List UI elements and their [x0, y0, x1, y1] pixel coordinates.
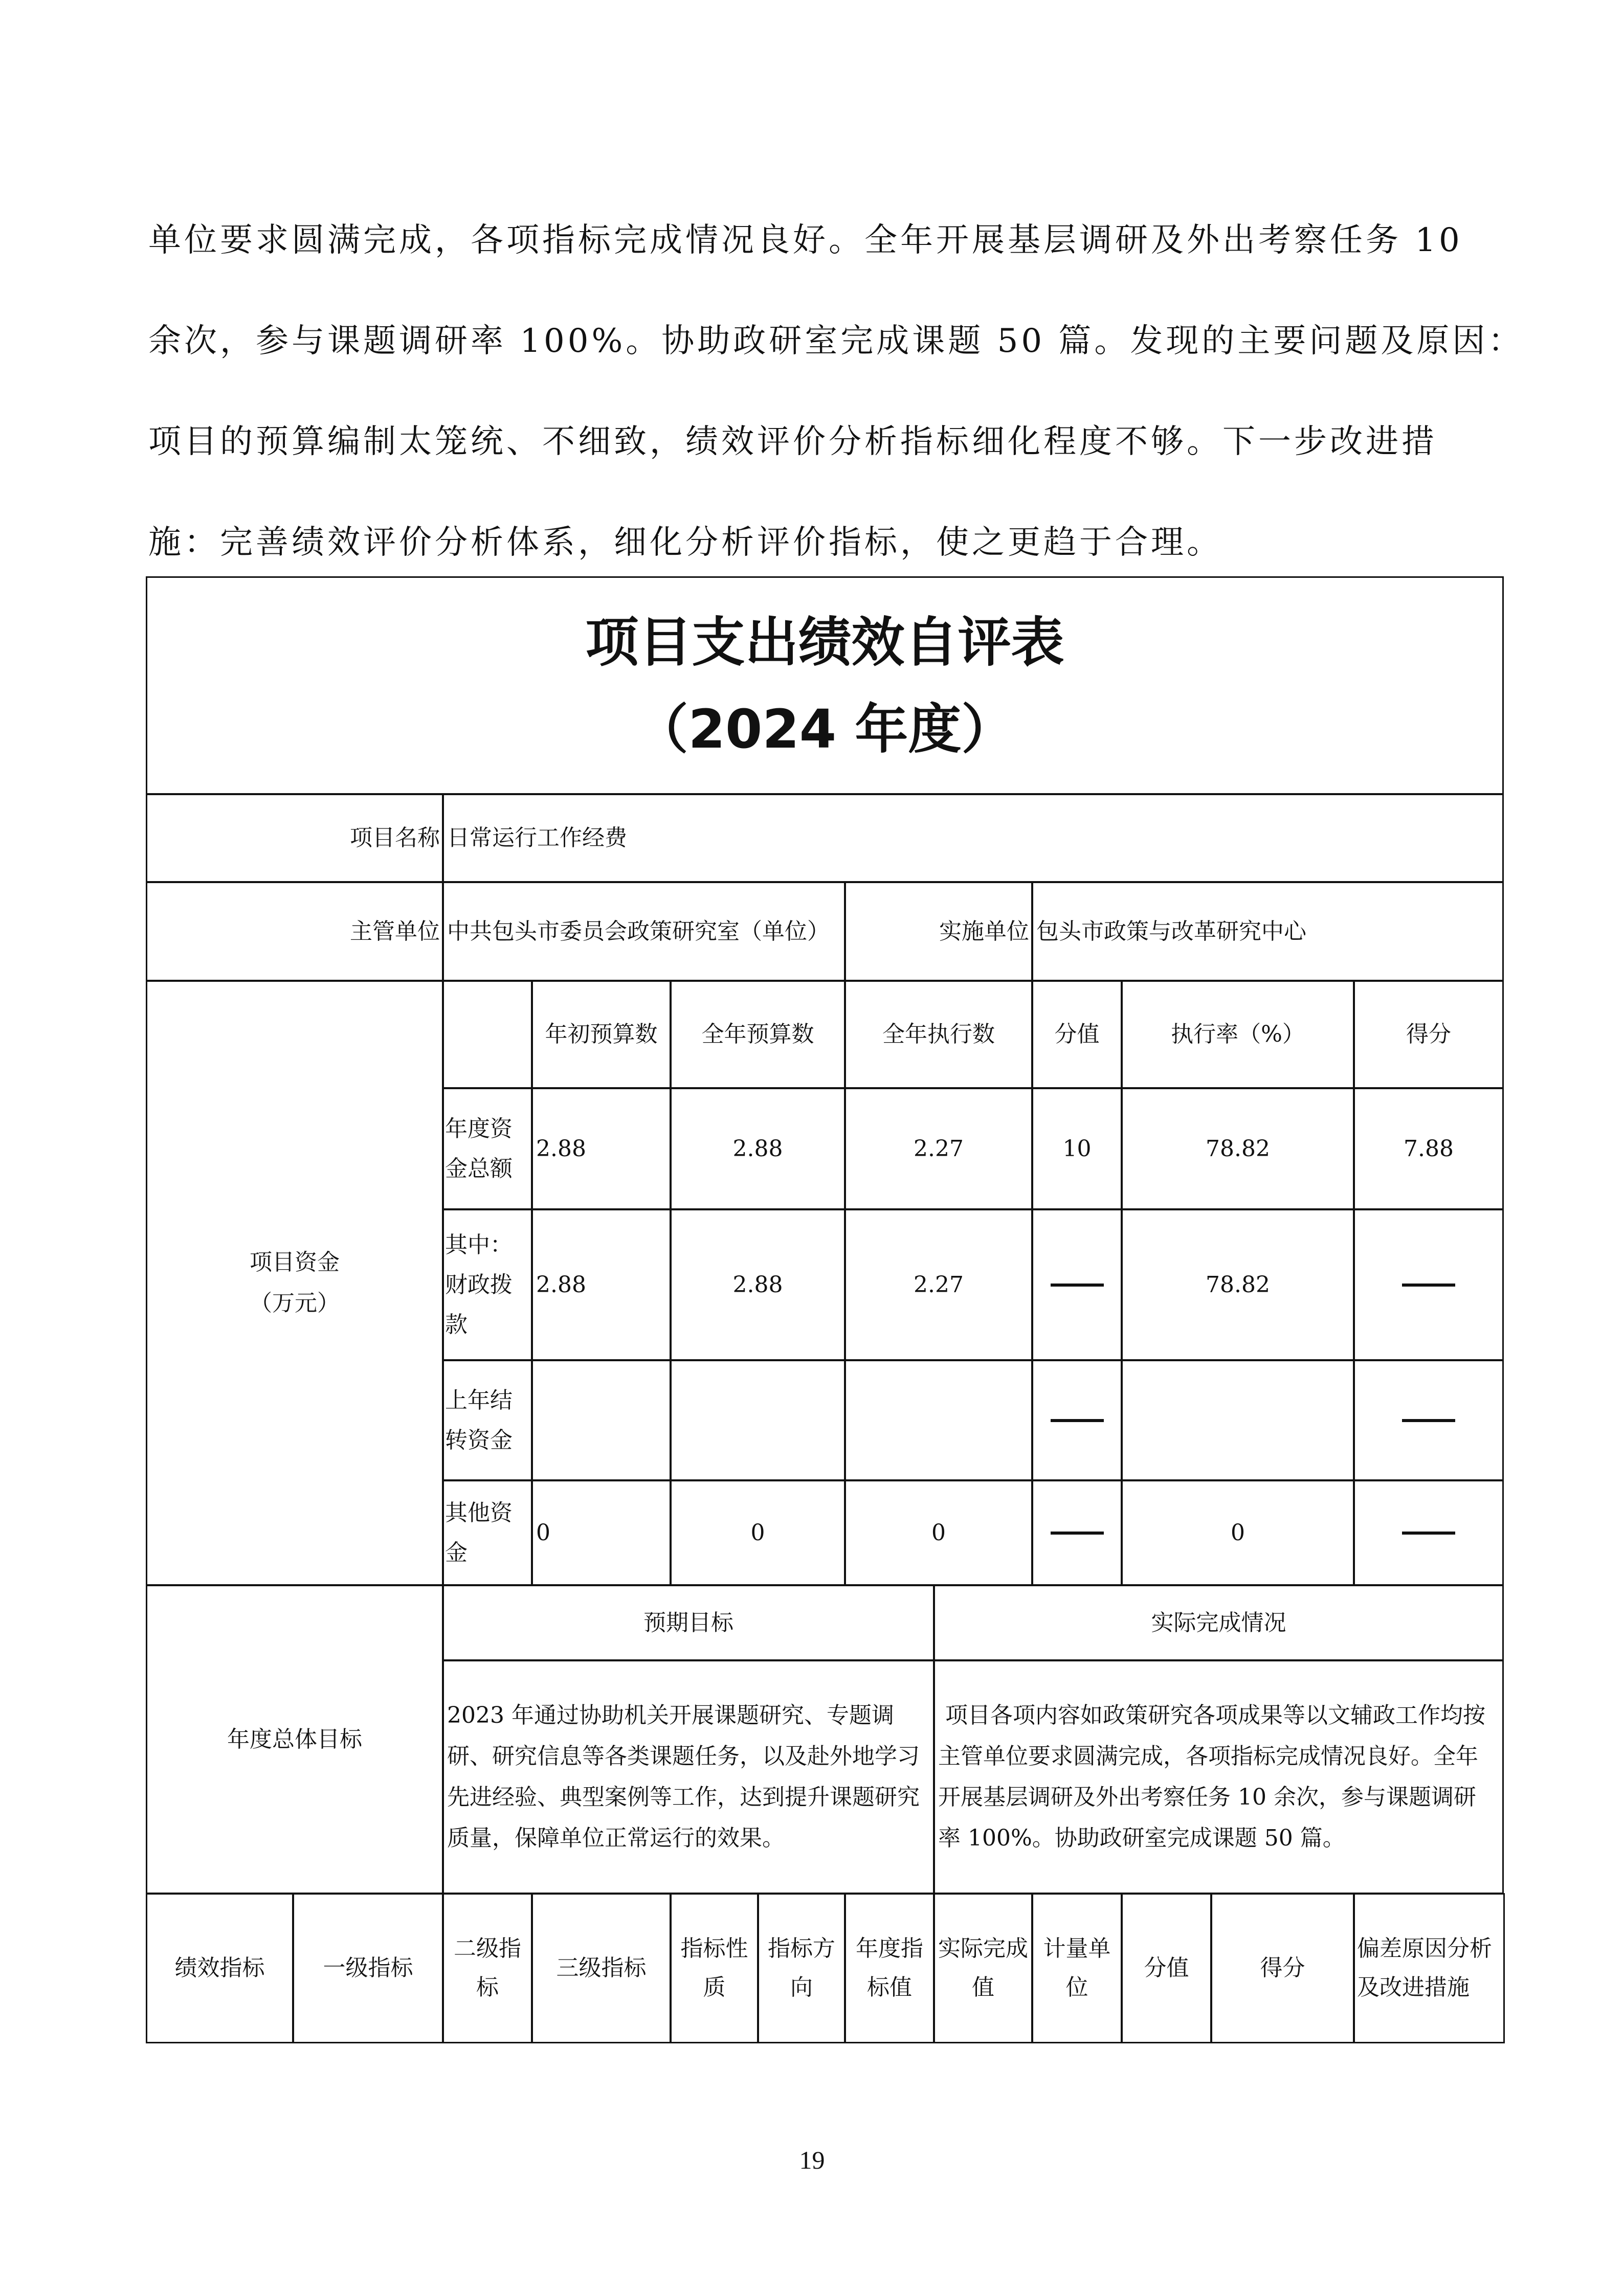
fund-cell	[531, 1360, 671, 1481]
supervisor-value: 中共包头市委员会政策研究室（单位）	[442, 882, 846, 981]
indicator-header: 得分	[1211, 1893, 1354, 2043]
fund-cell: 78.82	[1121, 1209, 1354, 1361]
fund-cell: 2.27	[844, 1088, 1033, 1210]
indicator-header: 一级指标	[293, 1893, 443, 2043]
funds-header: 全年执行数	[844, 980, 1033, 1089]
paragraph-line: 余次，参与课题调研率 100%。协助政研室完成课题 50 篇。发现的主要问题及原因：	[148, 322, 1524, 360]
indicator-header: 指标性质	[670, 1893, 759, 2043]
fund-cell: 78.82	[1121, 1088, 1354, 1210]
table-title: 项目支出绩效自评表	[585, 611, 1064, 673]
table-subtitle: （2024 年度）	[635, 697, 1015, 760]
actual-completion-header: 实际完成情况	[933, 1585, 1504, 1661]
indicator-header: 三级指标	[531, 1893, 671, 2043]
fund-cell: 2.88	[670, 1209, 846, 1361]
fund-cell: 10	[1032, 1088, 1122, 1210]
fund-cell	[1353, 1360, 1504, 1481]
expected-goal-header: 预期目标	[442, 1585, 935, 1661]
funds-label-cell	[146, 980, 443, 1586]
fund-cell: 0	[1121, 1480, 1354, 1586]
expected-goal-text: 2023 年通过协助机关开展课题研究、专题调研、研究信息等各类课题任务，以及赴外地学习先进经验、典型案例等工作，达到提升课题研究质量，保障单位正常运行的效果。	[442, 1660, 935, 1894]
dash-mark	[1402, 1532, 1455, 1535]
fund-row-label: 上年结转资金	[442, 1360, 532, 1481]
indicator-header: 实际完成值	[933, 1893, 1033, 2043]
supervisor-label: 主管单位	[146, 882, 443, 981]
fund-cell	[1032, 1360, 1122, 1481]
indicator-header: 指标方向	[758, 1893, 846, 2043]
fund-cell	[1032, 1209, 1122, 1361]
indicator-header: 年度指标值	[844, 1893, 935, 2043]
dash-mark	[1051, 1419, 1104, 1422]
funds-header: 分值	[1032, 980, 1122, 1089]
funds-header: 年初预算数	[531, 980, 671, 1089]
fund-cell	[844, 1360, 1033, 1481]
fund-row-label: 其中：财政拨款	[442, 1209, 532, 1361]
fund-cell: 2.27	[844, 1209, 1033, 1361]
funds-label: 项目资金	[250, 1249, 340, 1275]
indicator-header: 计量单位	[1032, 1893, 1122, 2043]
indicator-header: 二级指标	[442, 1893, 532, 2043]
fund-cell: 0	[844, 1480, 1033, 1586]
project-name-value: 日常运行工作经费	[442, 794, 1504, 883]
fund-cell	[1353, 1480, 1504, 1586]
table-title-cell	[146, 576, 1504, 795]
paragraph-line: 单位要求圆满完成，各项指标完成情况良好。全年开展基层调研及外出考察任务 10	[148, 221, 1463, 259]
indicator-header: 分值	[1121, 1893, 1212, 2043]
paragraph-line: 项目的预算编制太笼统、不细致，绩效评价分析指标细化程度不够。下一步改进措	[148, 423, 1437, 461]
dash-mark	[1402, 1419, 1455, 1422]
fund-cell	[1032, 1480, 1122, 1586]
intro-paragraph	[148, 190, 1524, 593]
fund-cell: 7.88	[1353, 1088, 1504, 1210]
fund-cell: 0	[531, 1480, 671, 1586]
indicator-header: 偏差原因分析及改进措施	[1353, 1893, 1505, 2043]
funds-header: 全年预算数	[670, 980, 846, 1089]
fund-cell	[670, 1360, 846, 1481]
implementer-label: 实施单位	[844, 882, 1033, 981]
paragraph-line: 施：完善绩效评价分析体系，细化分析评价指标，使之更趋于合理。	[148, 524, 1222, 561]
implementer-value: 包头市政策与改革研究中心	[1032, 882, 1504, 981]
funds-header: 得分	[1353, 980, 1504, 1089]
fund-cell: 2.88	[531, 1088, 671, 1210]
fund-row-label: 其他资金	[442, 1480, 532, 1586]
dash-mark	[1051, 1284, 1104, 1287]
annual-goal-label: 年度总体目标	[146, 1585, 443, 1894]
fund-cell	[1121, 1360, 1354, 1481]
fund-cell: 2.88	[531, 1209, 671, 1361]
fund-cell	[1353, 1209, 1504, 1361]
fund-cell: 2.88	[670, 1088, 846, 1210]
fund-row-label: 年度资金总额	[442, 1088, 532, 1210]
indicator-header: 绩效指标	[146, 1893, 294, 2043]
project-name-label: 项目名称	[146, 794, 443, 883]
page-number: 19	[799, 2146, 825, 2174]
funds-header-blank	[442, 980, 532, 1089]
actual-completion-text: 项目各项内容如政策研究各项成果等以文辅政工作均按主管单位要求圆满完成，各项指标完成情况良好。全年开展基层调研及外出考察任务 10 余次，参与课题调研率 100%。协助政研室完成课题 50 篇。	[933, 1660, 1504, 1894]
fund-cell: 0	[670, 1480, 846, 1586]
dash-mark	[1402, 1284, 1455, 1287]
dash-mark	[1051, 1532, 1104, 1535]
funds-unit: （万元）	[250, 1290, 340, 1316]
funds-header: 执行率（%）	[1121, 980, 1354, 1089]
